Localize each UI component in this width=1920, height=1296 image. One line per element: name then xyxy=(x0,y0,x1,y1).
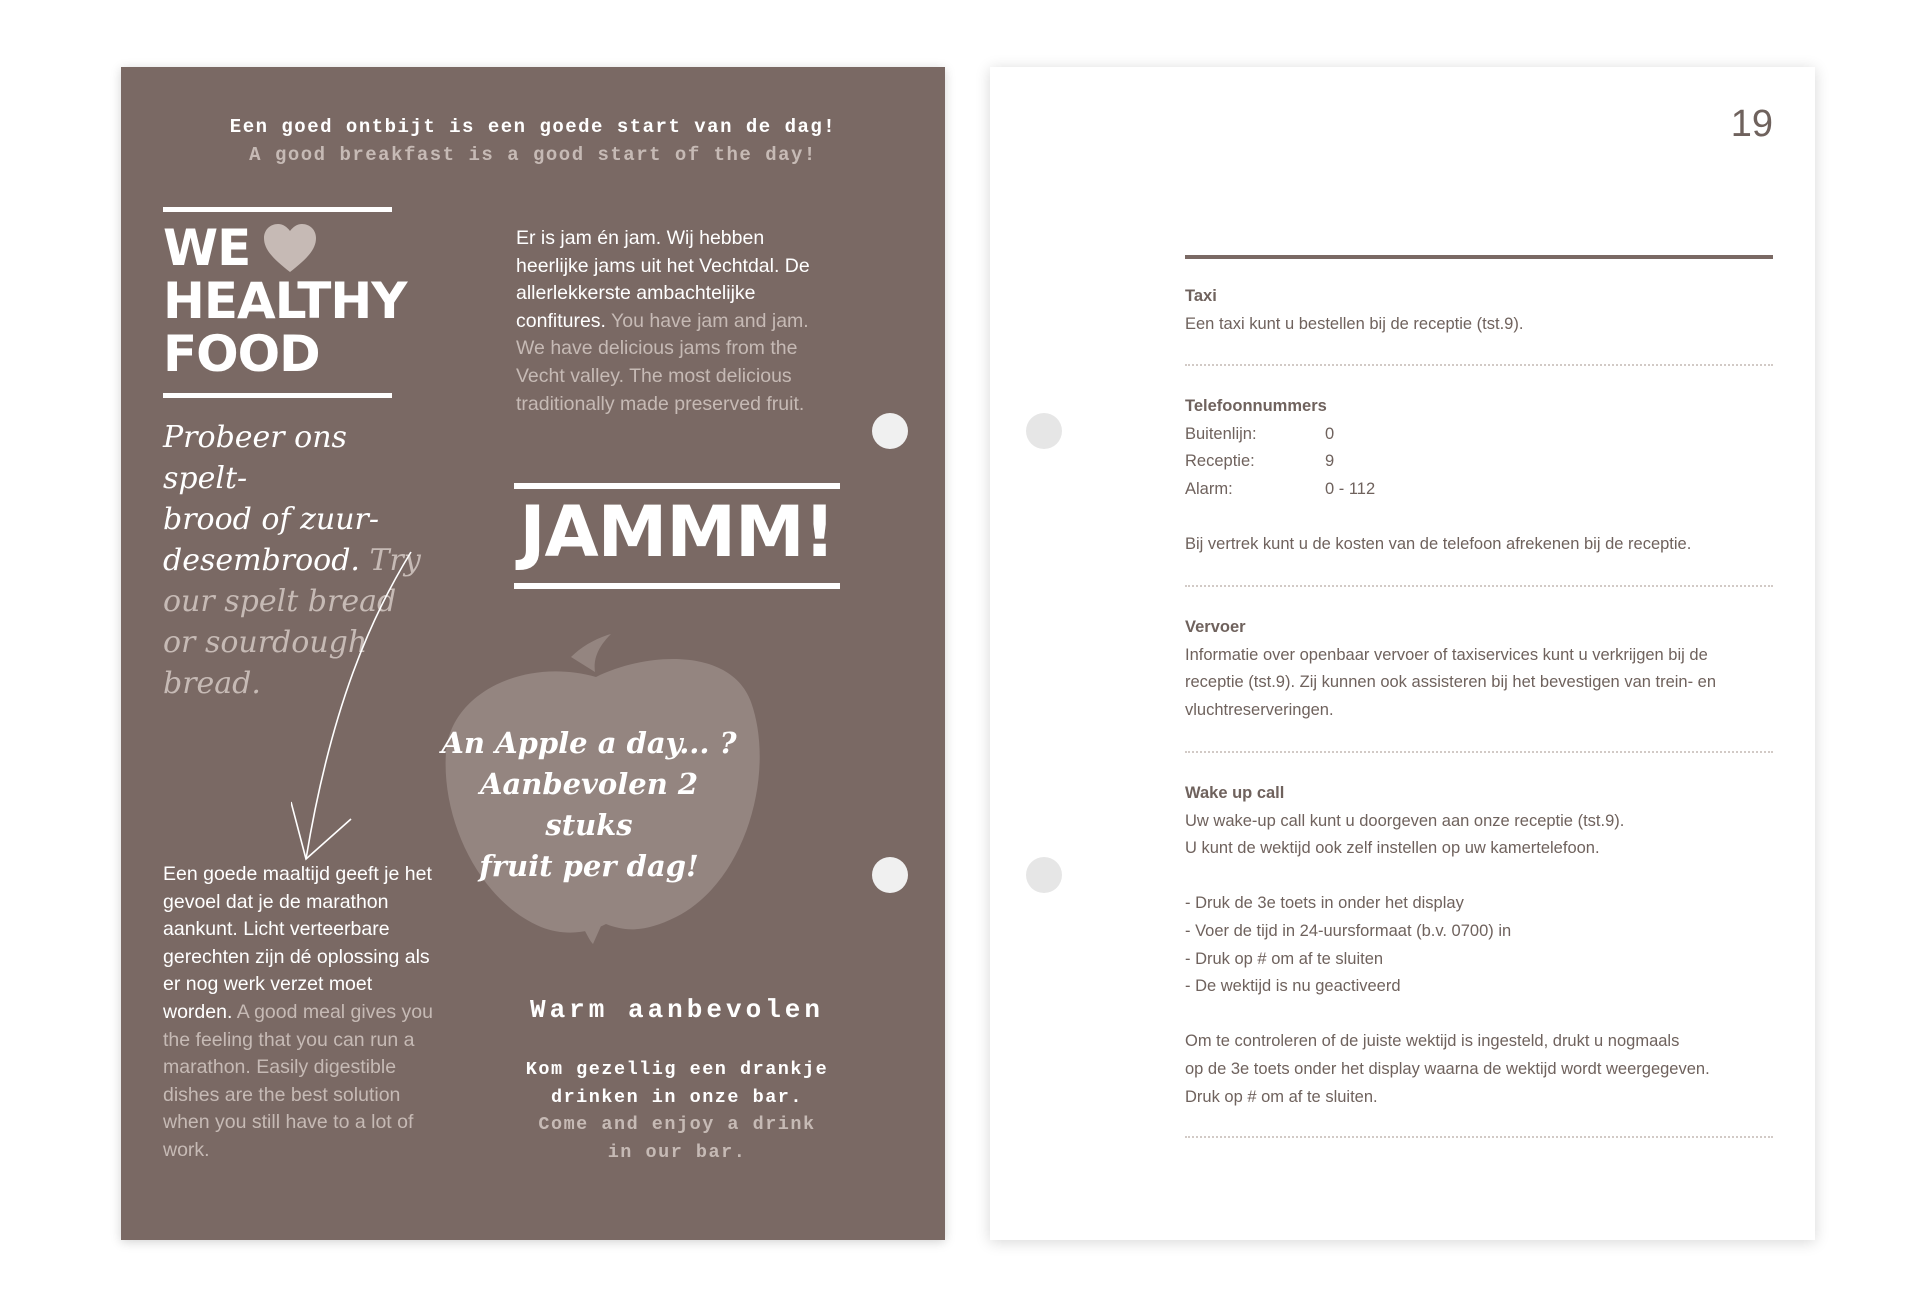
bar-line: drinken in onze bar. xyxy=(550,1086,804,1108)
healthy-line-healthy: HEALTHY xyxy=(163,272,407,330)
section-line: Informatie over openbaar vervoer of taxiservices kunt u verkrijgen bij de xyxy=(1185,645,1708,664)
section-line: receptie (tst.9). Zij kunnen ook assisteren bij het bevestigen van trein- en xyxy=(1185,673,1717,692)
jammm-bottom-rule xyxy=(514,583,840,589)
jam-english: You have jam and jam. We have delicious jams from the Vecht valley. The most delicious traditionally made preserved fruit. xyxy=(516,309,809,415)
binder-hole xyxy=(1026,413,1062,449)
jam-paragraph xyxy=(516,225,816,418)
right-page xyxy=(990,67,1815,1240)
binder-hole xyxy=(1026,857,1062,893)
section-telefoon xyxy=(1185,393,1775,559)
bar-text xyxy=(514,1056,840,1166)
section-title: Wake up call xyxy=(1185,784,1285,802)
healthy-bottom-rule xyxy=(163,393,392,398)
jammm-heading: JAMMM! xyxy=(519,491,835,573)
tel-row xyxy=(1185,476,1775,504)
list-item: - Druk op # om af te sluiten xyxy=(1185,949,1384,968)
section-title: Taxi xyxy=(1185,287,1217,305)
bar-line: in our bar. xyxy=(607,1141,747,1163)
section-line: Om te controleren of de juiste wektijd is ingesteld, drukt u nogmaals xyxy=(1185,1032,1680,1051)
left-page xyxy=(121,67,945,1240)
tel-row xyxy=(1185,421,1775,449)
tel-value: 0 - 112 xyxy=(1325,479,1376,498)
page-number: 19 xyxy=(1730,103,1773,145)
binder-hole xyxy=(872,857,908,893)
meal-paragraph xyxy=(163,861,433,1165)
apple-line: Aanbevolen 2 stuks xyxy=(479,767,699,842)
section-body: Een taxi kunt u bestellen bij de receptie (tst.9). xyxy=(1185,314,1524,333)
tel-label: Alarm: xyxy=(1185,479,1233,498)
script-line: brood of zuur- xyxy=(163,502,380,537)
tel-label: Receptie: xyxy=(1185,452,1255,471)
section-line: op de 3e toets onder het display waarna de wektijd wordt weergegeven. xyxy=(1185,1059,1710,1078)
apple-line: fruit per dag! xyxy=(479,849,699,883)
script-line-part: Try xyxy=(369,543,421,578)
tel-label: Buitenlijn: xyxy=(1185,424,1257,443)
spacer xyxy=(1185,503,1775,531)
arrow-icon xyxy=(291,547,441,897)
healthy-line-food: FOOD xyxy=(163,325,320,383)
section-taxi xyxy=(1185,283,1775,338)
dotted-divider xyxy=(1185,751,1773,753)
meal-dutch: Een goede maaltijd geeft je het gevoel dat je de marathon aankunt. Licht verteerbare gerechten zijn dé oplossing als er nog werk verzet moet worden. xyxy=(163,863,432,1023)
list-item: - De wektijd is nu geactiveerd xyxy=(1185,977,1401,996)
spacer xyxy=(1185,1001,1775,1029)
healthy-top-rule xyxy=(163,207,392,212)
tel-value: 9 xyxy=(1325,452,1335,471)
section-line: Uw wake-up call kunt u doorgeven aan onze receptie (tst.9). xyxy=(1185,811,1625,830)
healthy-line-we: WE xyxy=(163,219,251,277)
script-line-part: desembrood. xyxy=(163,543,360,578)
tel-row xyxy=(1185,448,1775,476)
dotted-divider xyxy=(1185,364,1773,366)
list-item: - Druk de 3e toets in onder het display xyxy=(1185,894,1464,913)
dotted-divider xyxy=(1185,585,1773,587)
heart-icon xyxy=(262,222,318,274)
spacer xyxy=(1185,863,1775,891)
headline-dutch: Een goed ontbijt is een goede start van de dag! xyxy=(229,116,837,138)
headline-english: A good breakfast is a good start of the day! xyxy=(249,144,817,166)
header-rule xyxy=(1185,255,1773,259)
section-line: Druk op # om af te sluiten. xyxy=(1185,1087,1378,1106)
dotted-divider xyxy=(1185,1136,1773,1138)
section-line: U kunt de wektijd ook zelf instellen op uw kamertelefoon. xyxy=(1185,839,1600,858)
section-body: Bij vertrek kunt u de kosten van de telefoon afrekenen bij de receptie. xyxy=(1185,534,1692,553)
apple-text xyxy=(439,723,739,887)
section-line: vluchtreserveringen. xyxy=(1185,700,1334,719)
binder-hole xyxy=(872,413,908,449)
section-title: Telefoonnummers xyxy=(1185,397,1327,415)
jammm-top-rule xyxy=(514,483,840,489)
bar-line: Come and enjoy a drink xyxy=(538,1114,816,1135)
list-item: - Voer de tijd in 24-uursformaat (b.v. 0700) in xyxy=(1185,921,1512,940)
meal-english: A good meal gives you the feeling that you can run a marathon. Easily digestible dishes are the best solution when you still have to a lot of work. xyxy=(163,1000,433,1161)
section-title: Vervoer xyxy=(1185,618,1246,636)
warm-aanbevolen-title: Warm aanbevolen xyxy=(529,995,825,1025)
tel-value: 0 xyxy=(1325,424,1335,443)
section-vervoer xyxy=(1185,614,1775,724)
section-wakeup xyxy=(1185,780,1775,1111)
script-line: bread. xyxy=(163,666,261,701)
jam-dutch: Er is jam én jam. Wij hebben heerlijke jams uit het Vechtdal. De allerlekkerste ambachtelijke confitures. xyxy=(516,227,810,332)
bar-line: Kom gezellig een drankje xyxy=(525,1059,829,1080)
script-line: Probeer ons spelt- xyxy=(163,420,347,496)
apple-line: An Apple a day... ? xyxy=(441,726,737,760)
script-line: or sourdough xyxy=(163,625,368,660)
script-line: our spelt bread xyxy=(163,584,397,619)
